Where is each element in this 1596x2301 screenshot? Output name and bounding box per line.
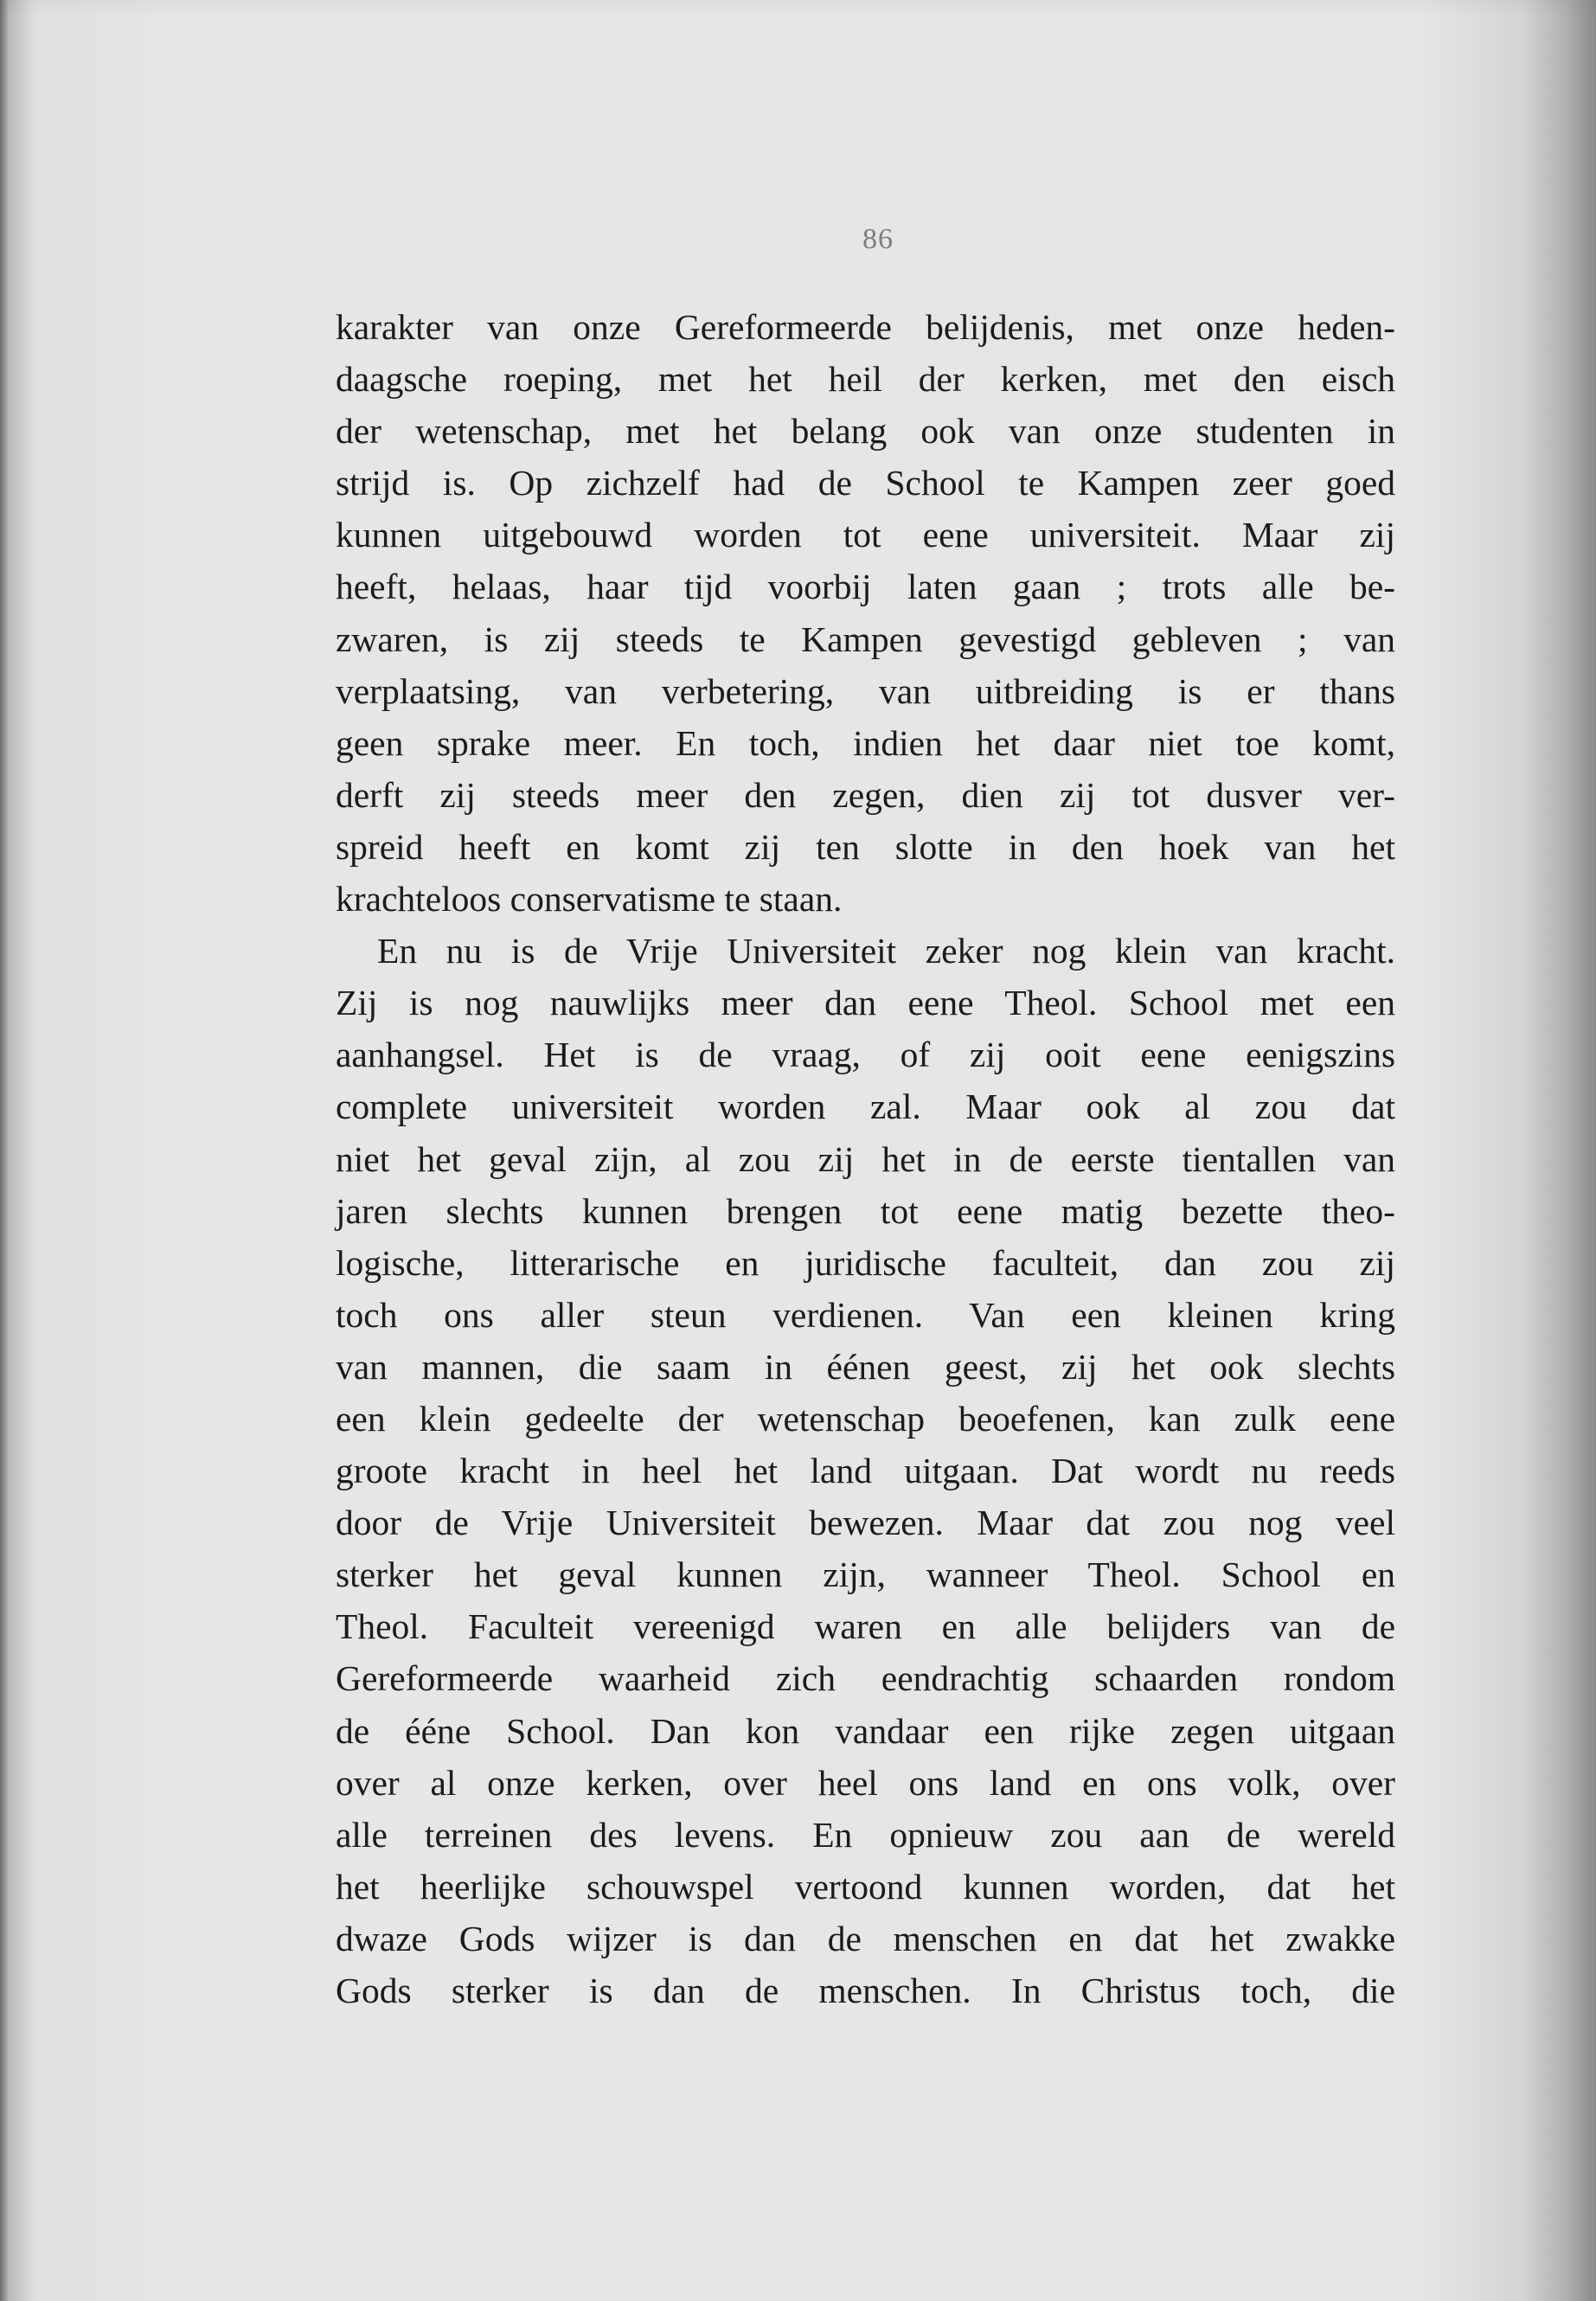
- text-line: geen sprake meer. En toch, indien het daar niet toe komt,: [336, 722, 1395, 763]
- text-line: Gods sterker is dan de menschen. In Christus toch, die: [336, 1971, 1395, 2010]
- text-line: Gereformeerde waarheid zich eendrachtig schaarden rondom: [336, 1658, 1395, 1699]
- text-line: strijd is. Op zichzelf had de School te Kampen zeer goed: [336, 463, 1395, 503]
- text-line: krachteloos conservatisme te staan.: [336, 879, 843, 920]
- text-line: sterker het geval kunnen zijn, wanneer Theol. School en: [336, 1554, 1395, 1595]
- text-line: Zij is nog nauwlijks meer dan eene Theol. School met een: [336, 983, 1395, 1023]
- text-line: zwaren, is zij steeds te Kampen gevestigd gebleven ; van: [336, 619, 1395, 659]
- body-text: [336, 301, 1395, 2016]
- text-line: logische, litterarische en juridische faculteit, dan zou zij: [336, 1242, 1395, 1283]
- text-line: heeft, helaas, haar tijd voorbij laten gaan ; trots alle be-: [336, 567, 1395, 607]
- text-line: daagsche roeping, met het heil der kerken, met den eisch: [336, 359, 1395, 400]
- text-line: door de Vrije Universiteit bewezen. Maar dat zou nog veel: [336, 1503, 1395, 1543]
- text-line: over al onze kerken, over heel ons land en ons volk, over: [336, 1762, 1395, 1803]
- text-line: een klein gedeelte der wetenschap beoefenen, kan zulk eene: [336, 1398, 1395, 1439]
- text-line: de ééne School. Dan kon vandaar een rijke zegen uitgaan: [336, 1710, 1395, 1751]
- text-line: kunnen uitgebouwd worden tot eene universiteit. Maar zij: [336, 515, 1395, 555]
- text-line: complete universiteit worden zal. Maar ook al zou dat: [336, 1086, 1395, 1127]
- text-line: Theol. Faculteit vereenigd waren en alle belijders van de: [336, 1606, 1395, 1647]
- text-line: niet het geval zijn, al zou zij het in de eerste tientallen van: [336, 1138, 1395, 1179]
- text-line: spreid heeft en komt zij ten slotte in den hoek van het: [336, 826, 1395, 867]
- text-line: toch ons aller steun verdienen. Van een kleinen kring: [336, 1294, 1395, 1335]
- page-edge-shadow: [0, 0, 1596, 17]
- text-line: aanhangsel. Het is de vraag, of zij ooit eene eenigszins: [336, 1035, 1395, 1075]
- text-line: der wetenschap, met het belang ook van onze studenten in: [336, 411, 1395, 452]
- text-line: dwaze Gods wijzer is dan de menschen en dat het zwakke: [336, 1918, 1395, 1958]
- text-line: derft zij steeds meer den zegen, dien zij tot dusver ver-: [336, 774, 1395, 815]
- text-line: verplaatsing, van verbetering, van uitbreiding is er thans: [336, 670, 1395, 711]
- text-line: jaren slechts kunnen brengen tot eene matig bezette theo-: [336, 1190, 1395, 1231]
- text-line: van mannen, die saam in éénen geest, zij het ook slechts: [336, 1346, 1395, 1387]
- page-number: 86: [862, 223, 894, 255]
- paragraph-start-line: En nu is de Vrije Universiteit zeker nog klein van kracht.: [377, 931, 1395, 971]
- text-line: alle terreinen des levens. En opnieuw zou aan de wereld: [336, 1814, 1395, 1855]
- text-line: het heerlijke schouwspel vertoond kunnen worden, dat het: [336, 1866, 1395, 1907]
- text-line: groote kracht in heel het land uitgaan. Dat wordt nu reeds: [336, 1451, 1395, 1491]
- text-line: karakter van onze Gereformeerde belijdenis, met onze heden-: [336, 307, 1395, 347]
